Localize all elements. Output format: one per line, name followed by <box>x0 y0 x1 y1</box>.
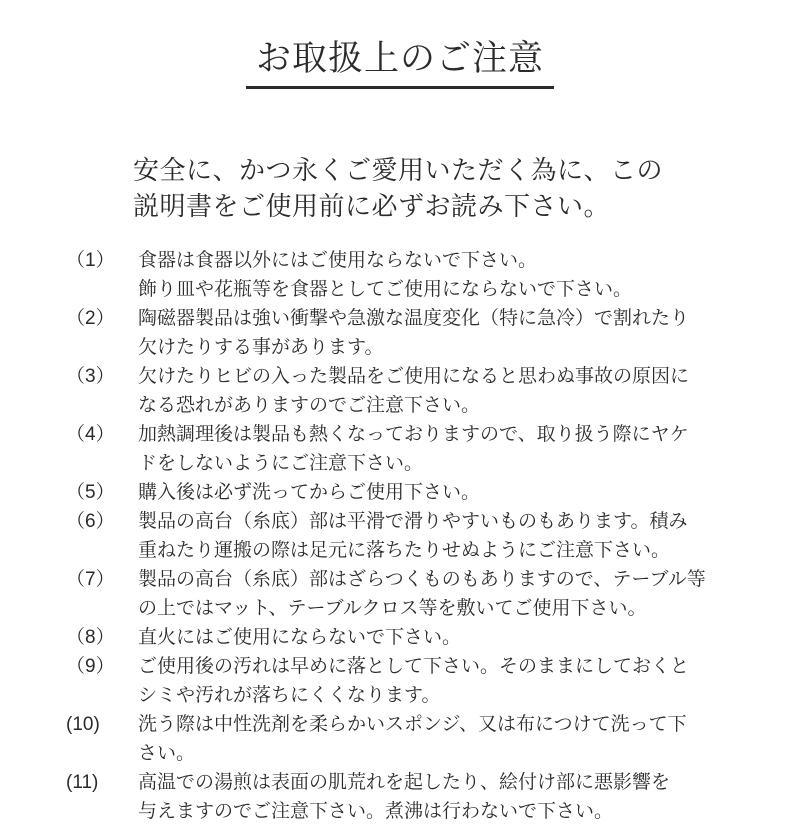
page-title: お取扱上のご注意 <box>246 40 554 89</box>
item-number: (11) <box>66 772 99 794</box>
list-item <box>0 362 800 420</box>
item-text <box>138 768 726 826</box>
item-number: （9） <box>66 656 115 678</box>
item-line: 直火にはご使用にならないで下さい。 <box>138 627 462 649</box>
item-text <box>138 246 726 304</box>
intro-line: 説明書をご使用前に必ずお読み下さい。 <box>133 191 611 222</box>
item-line: 製品の高台（糸底）部はざらつくものもありますので、テーブル等 <box>138 569 706 591</box>
item-number: （7） <box>66 569 115 591</box>
item-text <box>138 420 726 478</box>
item-line: 高温での湯煎は表面の肌荒れを起したり、絵付け部に悪影響を <box>138 772 671 794</box>
list-item <box>0 304 800 362</box>
item-line: 飾り皿や花瓶等を食器としてご使用にならないで下さい。 <box>138 279 633 301</box>
item-line: 製品の高台（糸底）部は平滑で滑りやすいものもあります。積み <box>138 511 688 533</box>
intro-line: 安全に、かつ永くご愛用いただく為に、この <box>133 155 664 186</box>
list-item <box>0 652 800 710</box>
item-text <box>138 478 726 507</box>
item-number: （8） <box>66 627 115 649</box>
item-line: の上ではマット、テーブルクロス等を敷いてご使用下さい。 <box>138 598 647 620</box>
item-number: （3） <box>66 366 115 388</box>
item-text <box>138 710 726 768</box>
list-item <box>0 478 800 507</box>
item-line: 加熱調理後は製品も熱くなっておりますので、取り扱う際にヤケ <box>138 424 689 446</box>
item-line: なる恐れがありますのでご注意下さい。 <box>138 395 481 417</box>
item-number: (10) <box>66 714 100 736</box>
item-text <box>138 362 726 420</box>
item-number: （2） <box>66 308 115 330</box>
item-line: シミや汚れが落ちにくくなります。 <box>138 685 441 707</box>
list-item <box>0 565 800 623</box>
item-number: （1） <box>66 250 115 272</box>
list-item <box>0 507 800 565</box>
item-text <box>138 304 726 362</box>
item-line: さい。 <box>138 743 196 765</box>
item-line: 陶磁器製品は強い衝撃や急激な温度変化（特に急冷）で割れたり <box>138 308 690 330</box>
item-number: （4） <box>66 424 115 446</box>
item-text <box>138 623 726 652</box>
item-text <box>138 565 726 623</box>
item-number: （5） <box>66 482 115 504</box>
list-item <box>0 246 800 304</box>
item-line: 与えますのでご注意下さい。煮沸は行わないで下さい。 <box>138 801 614 823</box>
item-line: 欠けたりヒビの入った製品をご使用になると思わぬ事故の原因に <box>138 366 690 388</box>
item-text <box>138 652 726 710</box>
page-title-wrap <box>0 0 800 112</box>
list-item <box>0 420 800 478</box>
item-number: （6） <box>66 511 115 533</box>
list-item <box>0 768 800 826</box>
item-line: 重ねたり運搬の際は足元に落ちたりせぬようにご注意下さい。 <box>138 540 671 562</box>
list-item <box>0 710 800 768</box>
item-text <box>138 507 726 565</box>
intro-text <box>133 152 800 224</box>
item-line: 洗う際は中性洗剤を柔らかいスポンジ、又は布につけて洗って下 <box>138 714 687 736</box>
list-item <box>0 623 800 652</box>
item-line: 購入後は必ず洗ってからご使用下さい。 <box>138 482 481 504</box>
item-line: 食器は食器以外にはご使用ならないで下さい。 <box>138 250 538 272</box>
precaution-list <box>0 246 800 826</box>
item-line: ご使用後の汚れは早めに落として下さい。そのままにしておくと <box>138 656 690 678</box>
item-line: 欠けたりする事があります。 <box>138 337 384 359</box>
item-line: ドをしないようにご注意下さい。 <box>138 453 424 475</box>
